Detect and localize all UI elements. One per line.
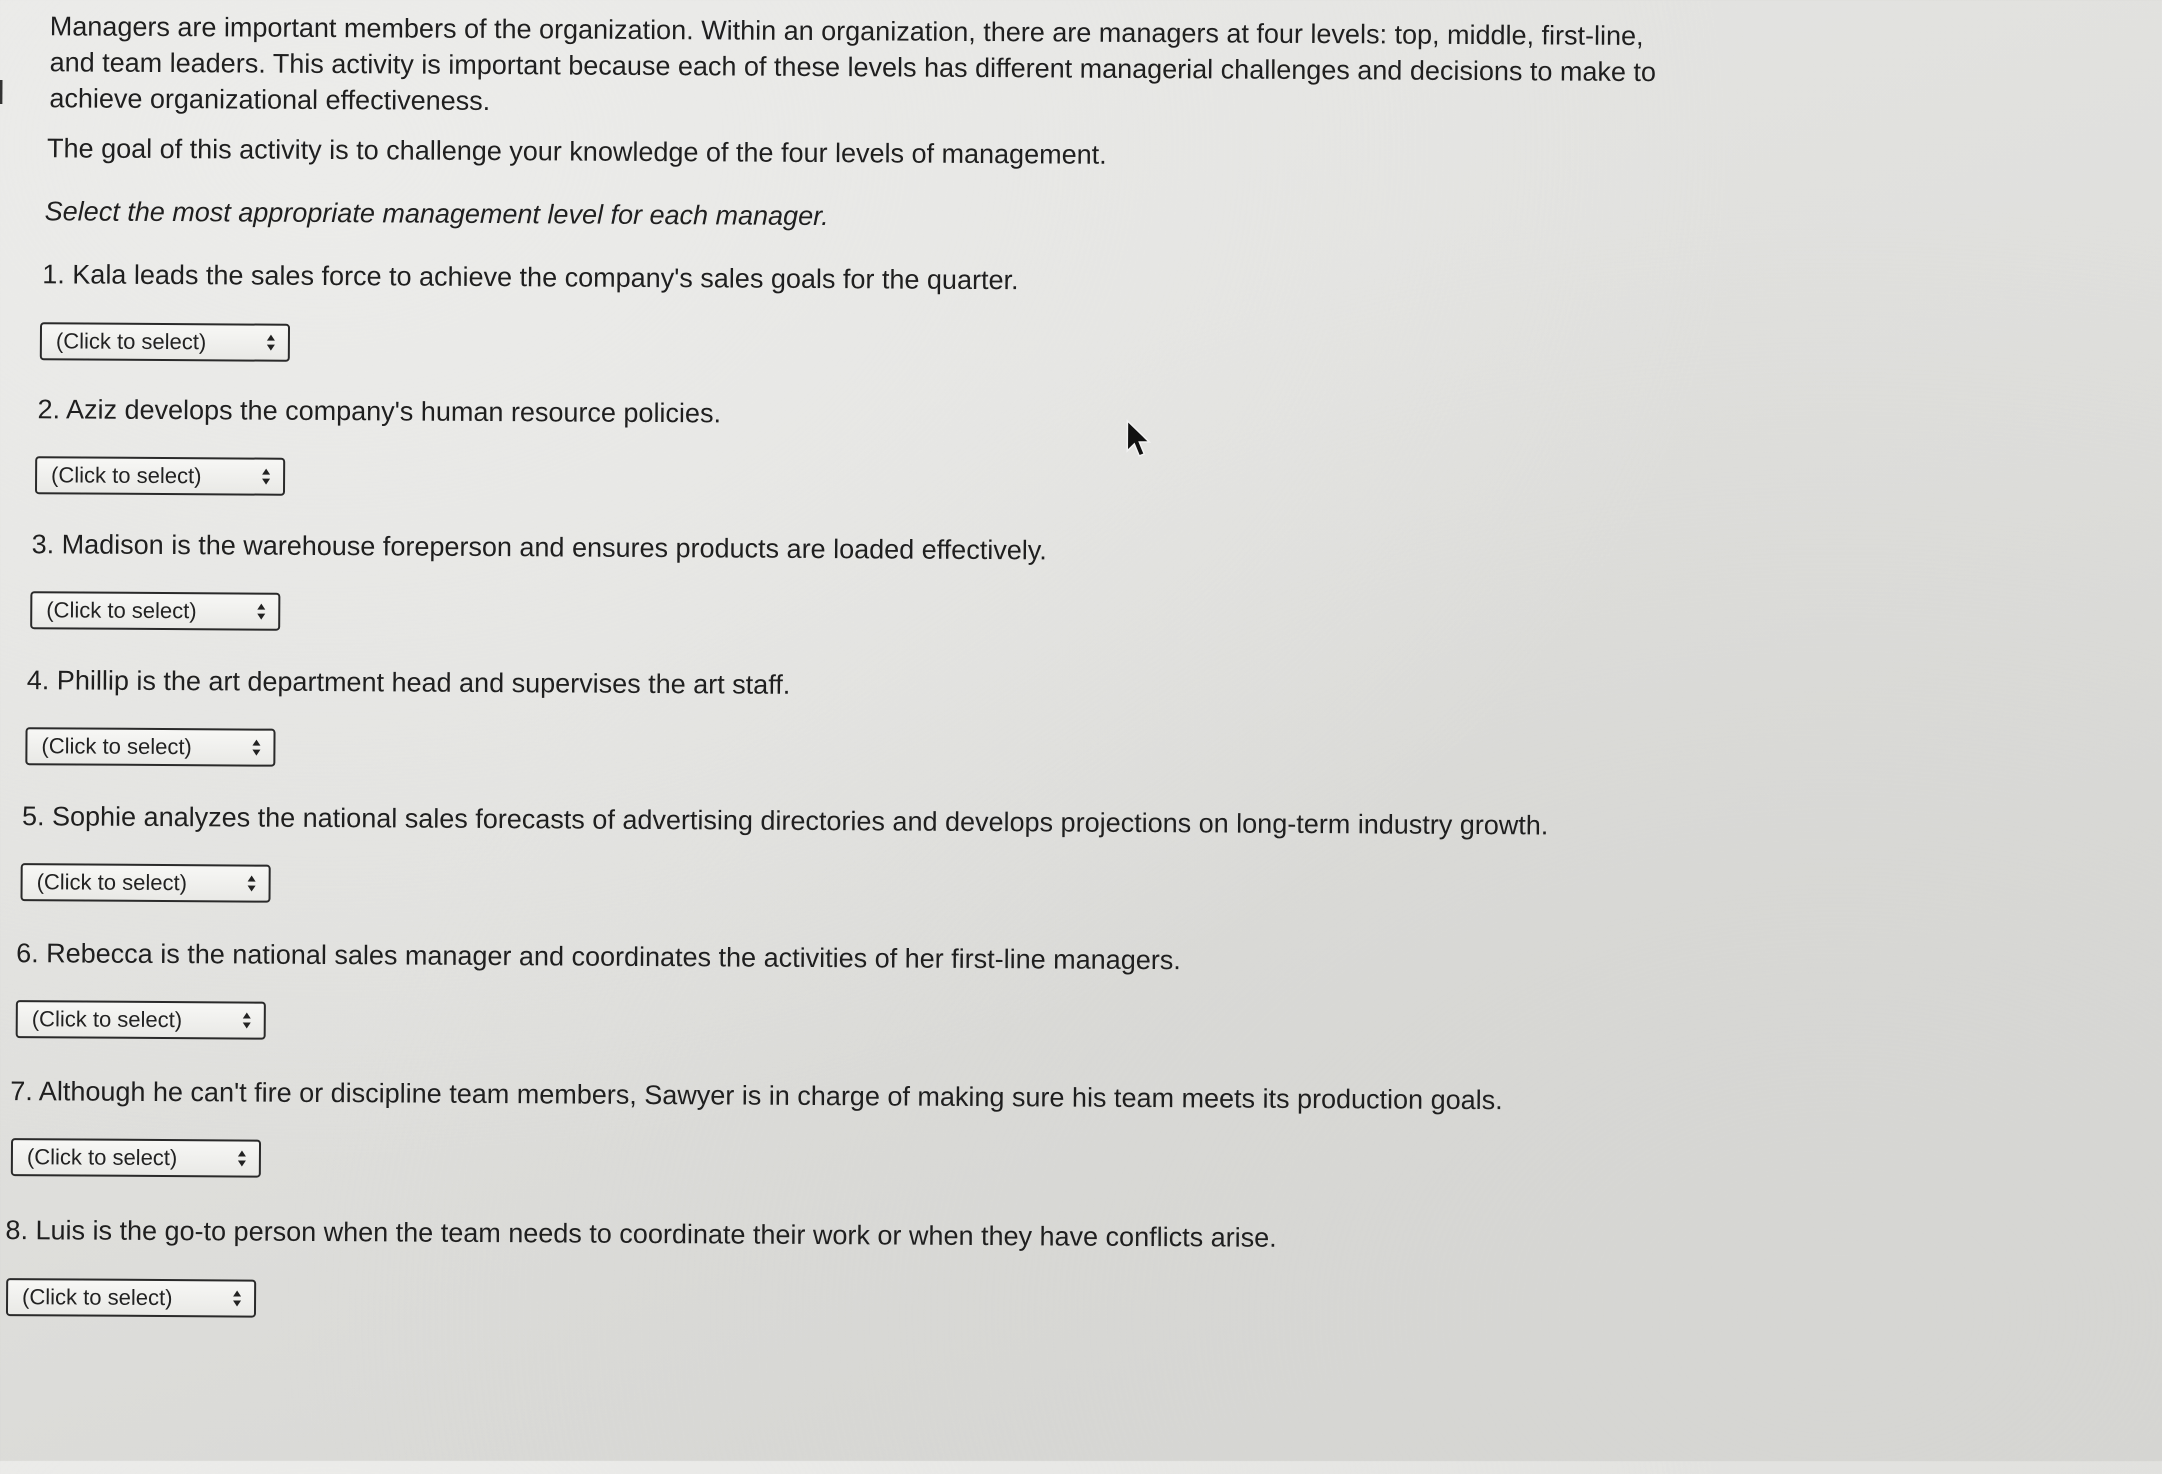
question-6-text: 6. Rebecca is the national sales manager and coordinates the activities of her first-line managers. (16, 938, 1181, 976)
updown-arrows-icon (237, 1149, 247, 1167)
question-1-select[interactable] (40, 322, 290, 362)
question-5-text: 5. Sophie analyzes the national sales forecasts of advertising directories and develops projections on long-term industry growth. (21, 801, 1549, 841)
updown-arrows-icon (247, 875, 257, 893)
question-4-select[interactable] (25, 727, 275, 767)
select-value: (Click to select) (22, 1284, 173, 1311)
question-7-select[interactable] (11, 1138, 261, 1178)
updown-arrows-icon (232, 1289, 242, 1307)
updown-arrows-icon (242, 1011, 252, 1029)
updown-arrows-icon (261, 468, 271, 486)
select-value: (Click to select) (36, 869, 188, 896)
select-value: (Click to select) (31, 1006, 183, 1033)
question-7-text: 7. Although he can't fire or discipline team members, Sawyer is in charge of making sure his team meets its production goals. (10, 1076, 1503, 1116)
select-value: (Click to select) (46, 597, 197, 624)
question-5-select[interactable] (20, 863, 270, 903)
left-edge-marker (0, 80, 3, 104)
question-4-text: 4. Phillip is the art department head and supervises the art staff. (26, 665, 791, 700)
question-6-select[interactable] (16, 1000, 266, 1040)
question-3-text: 3. Madison is the warehouse foreperson and ensures products are loaded effectively. (31, 529, 1047, 566)
select-value: (Click to select) (41, 733, 192, 760)
question-2-select[interactable] (35, 456, 285, 496)
question-1-text: 1. Kala leads the sales force to achieve the company's sales goals for the quarter. (42, 259, 1019, 296)
updown-arrows-icon (266, 334, 276, 352)
question-3-select[interactable] (30, 591, 280, 631)
select-value: (Click to select) (26, 1144, 178, 1171)
intro-line-3: achieve organizational effectiveness. (49, 83, 491, 116)
intro-line-2: and team leaders. This activity is important because each of these levels has different managerial challenges and decisions to make to (49, 47, 1657, 88)
question-8-select[interactable] (6, 1278, 256, 1318)
question-2-text: 2. Aziz develops the company's human resource policies. (37, 394, 722, 429)
mouse-pointer-icon (1125, 419, 1151, 459)
intro-line-1: Managers are important members of the organization. Within an organization, there are managers at four levels: top, middle, first-line, (49, 11, 1644, 52)
intro-paragraph (49, 8, 1750, 126)
goal-statement: The goal of this activity is to challenge your knowledge of the four levels of management. (47, 133, 1107, 170)
select-value: (Click to select) (51, 462, 202, 489)
select-value: (Click to select) (55, 328, 207, 355)
question-8-text: 8. Luis is the go-to person when the team needs to coordinate their work or when they have conflicts arise. (5, 1215, 1277, 1253)
updown-arrows-icon (251, 739, 261, 757)
updown-arrows-icon (256, 603, 266, 621)
instruction-text: Select the most appropriate management level for each manager. (44, 196, 829, 232)
